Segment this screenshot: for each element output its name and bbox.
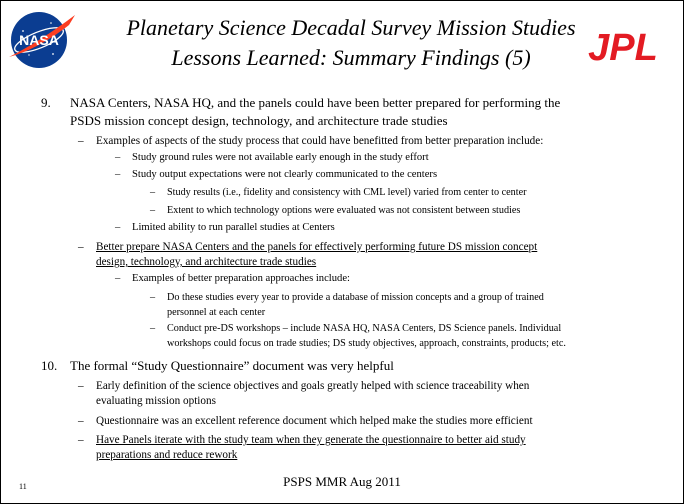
page-title bbox=[71, 13, 631, 73]
item-10-sub2: Questionnaire was an excellent reference document which helped make the studies more efficient bbox=[96, 415, 533, 427]
dash-bullet: – bbox=[115, 169, 121, 180]
dash-bullet: – bbox=[78, 415, 84, 427]
dash-bullet: – bbox=[150, 292, 156, 303]
item-10-text: The formal “Study Questionnaire” document was very helpful bbox=[70, 358, 394, 373]
item-10-sub1-line1: Early definition of the science objectives and goals greatly helped with science traceability when bbox=[96, 380, 530, 392]
item-9-text-line1: NASA Centers, NASA HQ, and the panels could have been better prepared for performing the bbox=[70, 95, 561, 110]
item-9-sub1b: Study output expectations were not clearly communicated to the centers bbox=[132, 169, 438, 180]
dash-bullet: – bbox=[150, 323, 156, 334]
item-10-sub1-line2: evaluating mission options bbox=[96, 395, 216, 407]
item-9-sub2a1-line1: Do these studies every year to provide a database of mission concepts and a group of trained bbox=[167, 292, 544, 303]
item-9-number: 9. bbox=[41, 95, 51, 110]
item-10-number: 10. bbox=[41, 358, 58, 373]
item-9-sub1b2: Extent to which technology options were evaluated was not consistent between studies bbox=[167, 205, 521, 216]
jpl-logo-text: JPL bbox=[588, 27, 658, 65]
title-line-2: Lessons Learned: Summary Findings (5) bbox=[171, 45, 531, 70]
dash-bullet: – bbox=[78, 380, 84, 392]
item-9-sub1c: Limited ability to run parallel studies at Centers bbox=[132, 222, 335, 233]
item-10-sub3-line2: preparations and reduce rework bbox=[96, 449, 238, 461]
dash-bullet: – bbox=[78, 434, 84, 446]
dash-bullet: – bbox=[78, 135, 84, 147]
title-line-1: Planetary Science Decadal Survey Mission Studies bbox=[126, 15, 576, 40]
dash-bullet: – bbox=[78, 241, 84, 253]
footer-text: PSPS MMR Aug 2011 bbox=[283, 474, 401, 489]
dash-bullet: – bbox=[115, 273, 121, 284]
item-9-sub2-line2: design, technology, and architecture trade studies bbox=[96, 256, 317, 268]
item-9-sub2a: Examples of better preparation approaches include: bbox=[132, 273, 350, 284]
item-9-sub2-line1: Better prepare NASA Centers and the panels for effectively performing future DS mission concept bbox=[96, 241, 538, 253]
item-9-text-line2: PSDS mission concept design, technology, and architecture trade studies bbox=[70, 113, 448, 128]
dash-bullet: – bbox=[115, 152, 121, 163]
jpl-logo bbox=[571, 27, 676, 65]
item-9-sub1: Examples of aspects of the study process that could have benefitted from better preparation include: bbox=[96, 135, 544, 147]
item-10-sub3-line1: Have Panels iterate with the study team when they generate the questionnaire to better aid study bbox=[96, 434, 526, 446]
item-9-sub2a1-line2: personnel at each center bbox=[167, 307, 266, 318]
dash-bullet: – bbox=[150, 187, 156, 198]
item-9-sub2a2-line2: workshops could focus on trade studies; DS study objectives, approach, constraints, products; etc. bbox=[167, 338, 566, 349]
dash-bullet: – bbox=[150, 205, 156, 216]
dash-bullet: – bbox=[115, 222, 121, 233]
item-9-sub1a: Study ground rules were not available early enough in the study effort bbox=[132, 152, 429, 163]
page-number: 11 bbox=[19, 482, 27, 491]
nasa-logo bbox=[5, 7, 77, 71]
item-9-sub1b1: Study results (i.e., fidelity and consistency with CML level) varied from center to center bbox=[167, 187, 527, 198]
item-9-sub2a2-line1: Conduct pre-DS workshops – include NASA HQ, NASA Centers, DS Science panels. Individual bbox=[167, 323, 562, 334]
nasa-logo-text: NASA bbox=[19, 32, 59, 48]
